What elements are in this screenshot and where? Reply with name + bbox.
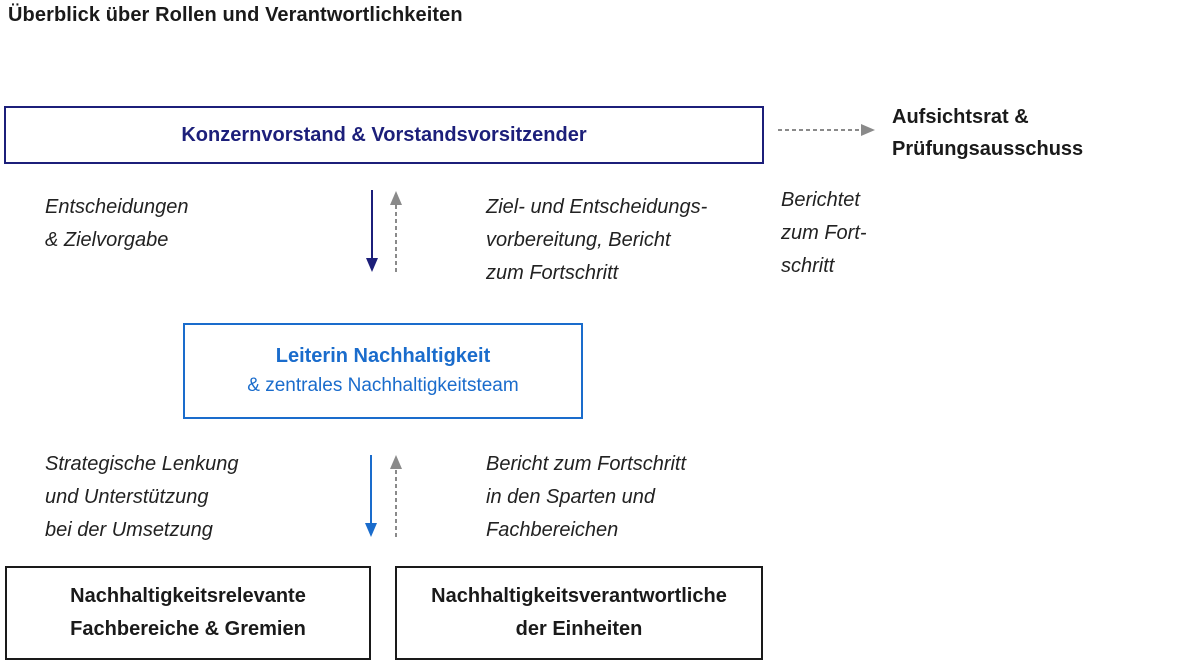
- division-report-line-1: Bericht zum Fortschritt: [486, 453, 687, 475]
- sustainability-team-subtitle: & zentrales Nachhaltigkeitsteam: [247, 375, 519, 396]
- division-report-line-3: Fachbereichen: [486, 519, 619, 541]
- supervisory-line-1: Aufsichtsrat &: [892, 106, 1029, 128]
- sustainability-lead-title: Leiterin Nachhaltigkeit: [275, 345, 491, 367]
- arrow-up-division-report: [390, 455, 402, 537]
- reports-line-2: zum Fort-: [781, 222, 867, 244]
- division-report-line-2: in den Sparten und: [486, 486, 656, 508]
- unit-representatives-line-1: Nachhaltigkeitsverantwortliche: [431, 585, 727, 607]
- preparation-line-2: vorbereitung, Bericht: [486, 229, 671, 251]
- arrow-right-supervisory: [778, 124, 875, 136]
- arrow-down-decisions: [366, 190, 378, 272]
- reports-line-3: schritt: [781, 255, 835, 277]
- decisions-line-1: Entscheidungen: [45, 196, 189, 218]
- supervisory-line-2: Prüfungsausschuss: [892, 138, 1084, 160]
- reports-line-1: Berichtet: [781, 189, 860, 211]
- executive-board-label: Konzernvorstand & Vorstandsvorsitzender: [181, 123, 587, 146]
- diagram-title: Überblick über Rollen und Verantwortlichkeiten: [8, 4, 463, 26]
- guidance-line-2: und Unterstützung: [45, 486, 209, 508]
- preparation-line-3: zum Fortschritt: [486, 262, 619, 284]
- decisions-line-2: & Zielvorgabe: [45, 229, 169, 251]
- unit-representatives-line-2: der Einheiten: [515, 618, 643, 640]
- relevant-departments-line-2: Fachbereiche & Gremien: [70, 618, 306, 640]
- relevant-departments-line-1: Nachhaltigkeitsrelevante: [70, 585, 306, 607]
- arrow-up-preparation: [390, 191, 402, 272]
- guidance-line-1: Strategische Lenkung: [45, 453, 239, 475]
- arrow-down-guidance: [365, 455, 377, 537]
- guidance-line-3: bei der Umsetzung: [45, 519, 213, 541]
- preparation-line-1: Ziel- und Entscheidungs-: [486, 196, 708, 218]
